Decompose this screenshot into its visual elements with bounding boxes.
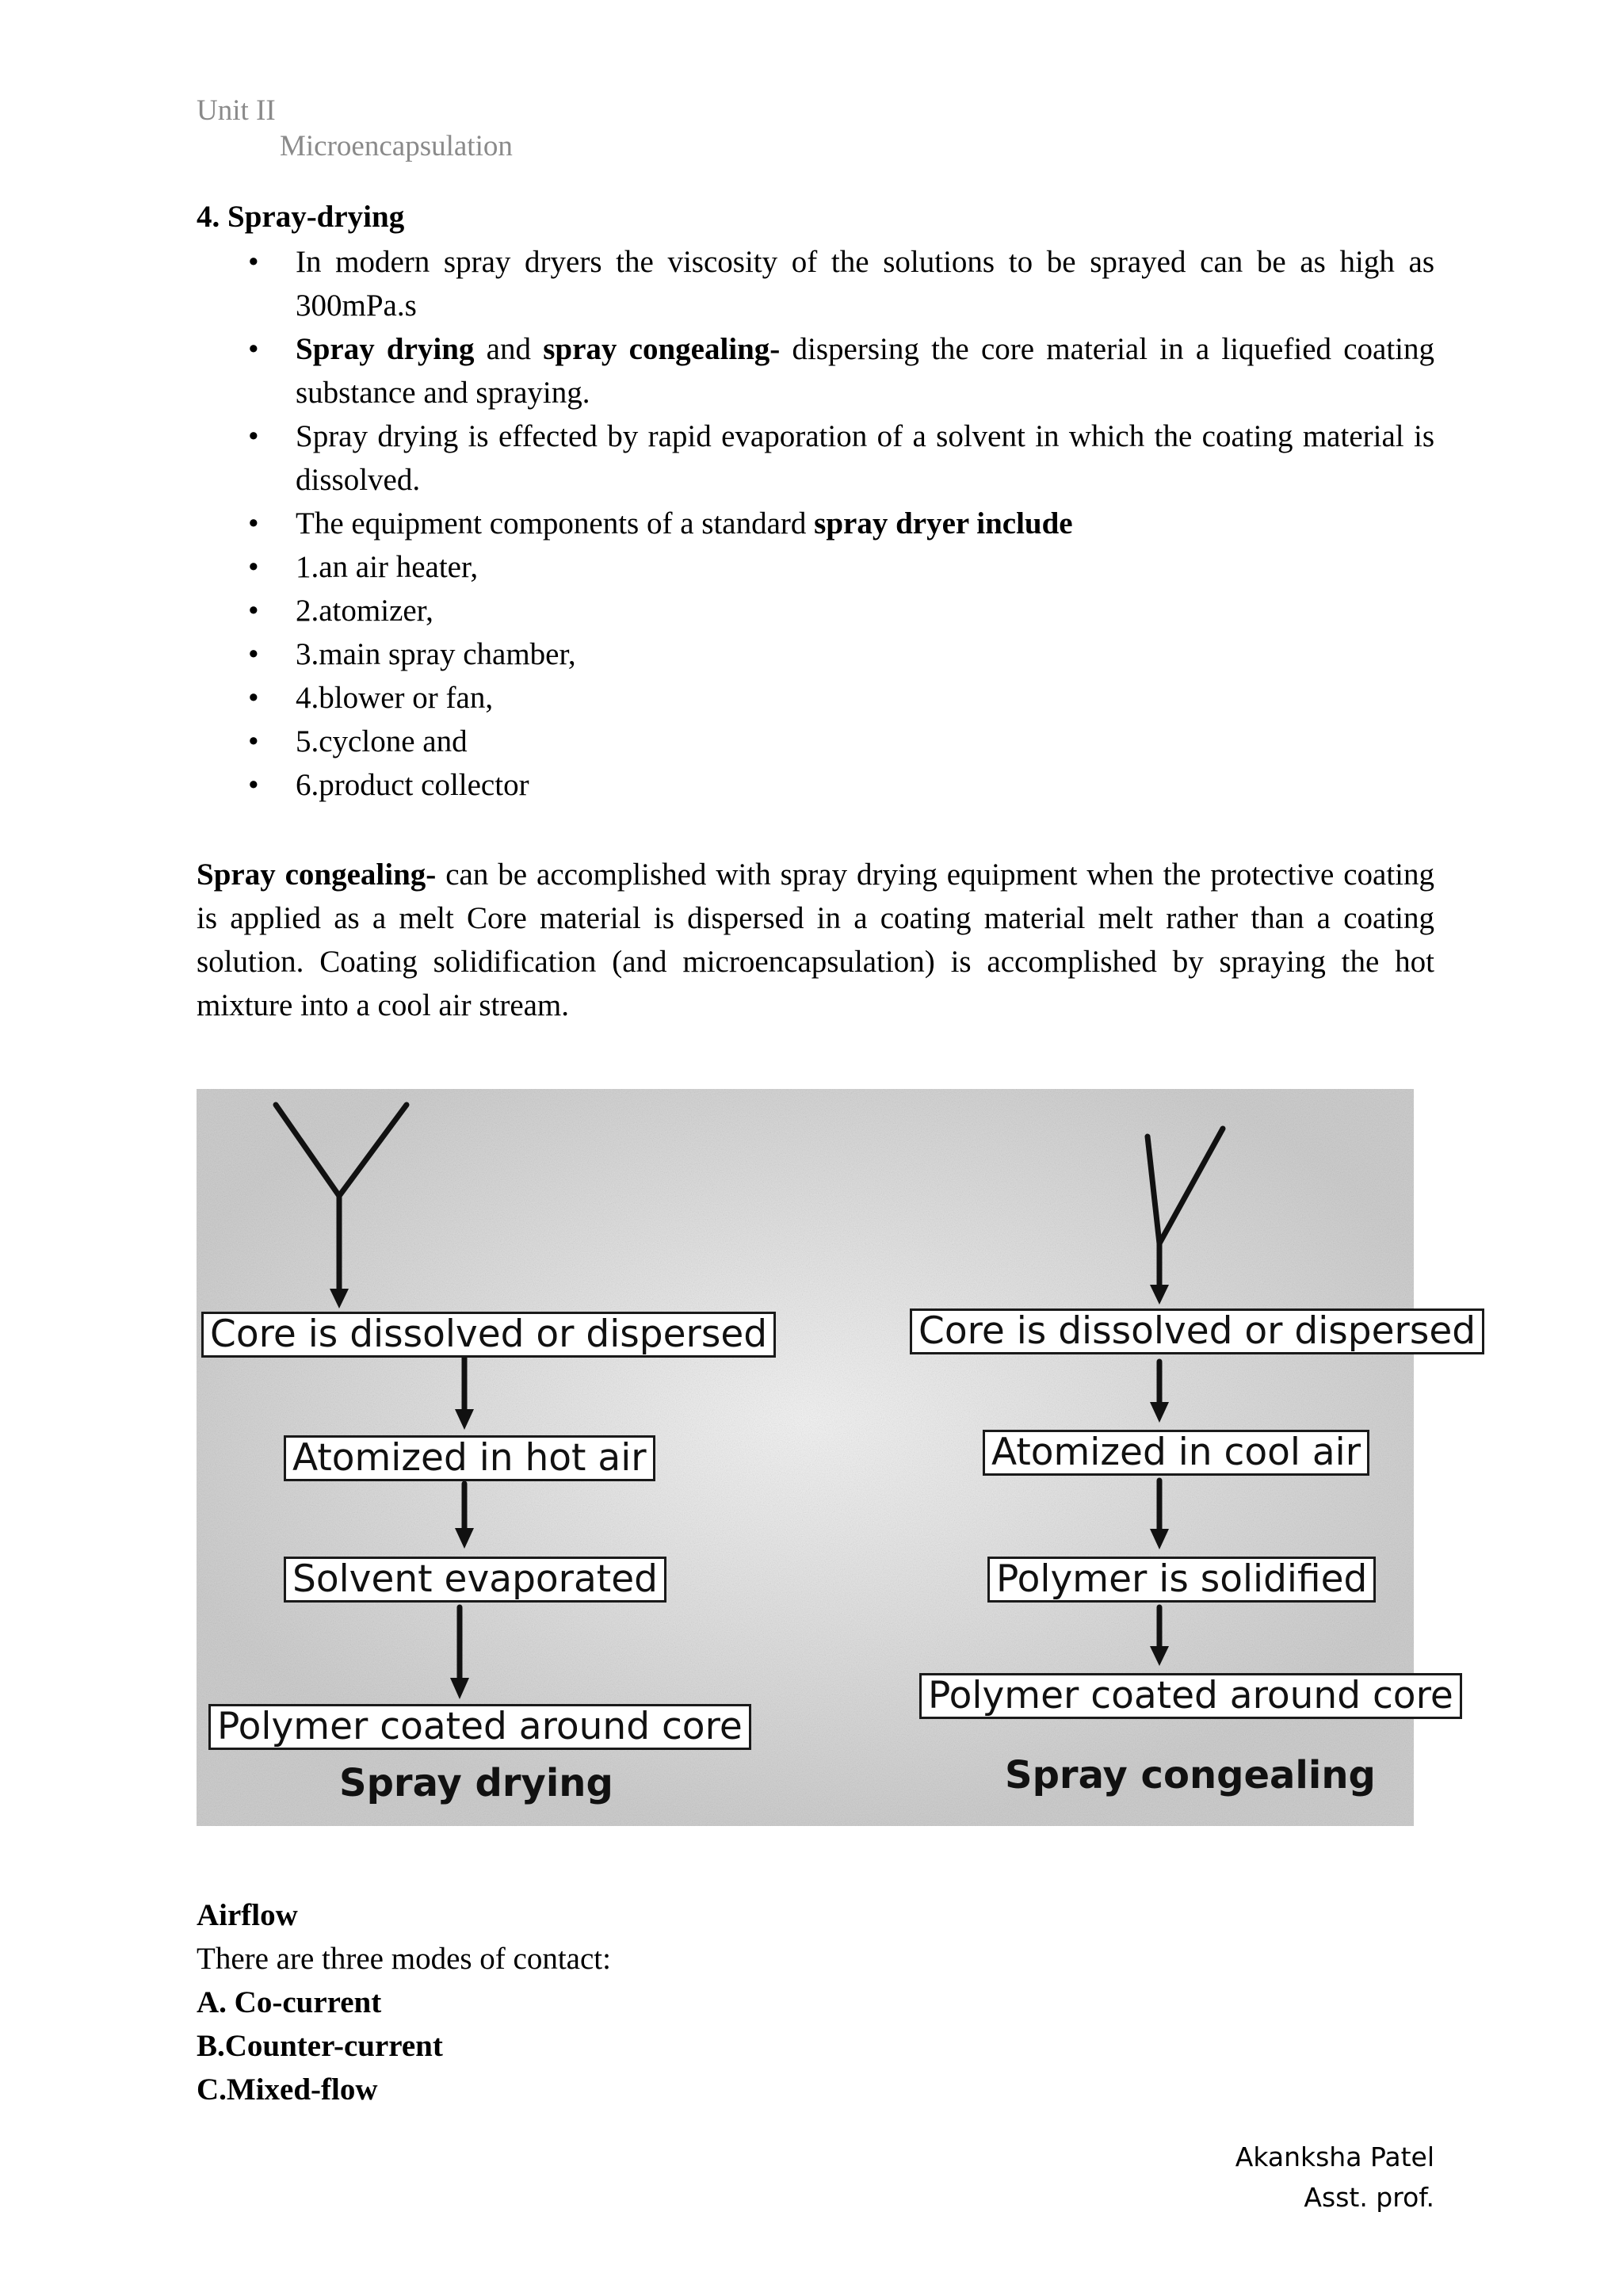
component-item: • 1.an air heater, [296, 545, 1434, 589]
bullet-item [296, 240, 1434, 327]
author-block [1235, 2137, 1434, 2218]
airflow-mode: A. Co-current [197, 1985, 382, 2019]
bullet-text: The equipment components of a standard [296, 506, 815, 541]
section-content [197, 195, 1434, 1027]
author-name: Akanksha Patel [1235, 2141, 1434, 2172]
left-step-3: Solvent evaporated [284, 1557, 666, 1603]
left-caption: Spray drying [339, 1761, 613, 1805]
component-item: • 2.atomizer, [296, 589, 1434, 632]
bold-term: spray congealing- [543, 332, 781, 366]
right-step-3: Polymer is solidified [987, 1557, 1376, 1603]
bullet-text: and [474, 332, 544, 366]
component-item: • 6.product collector [296, 763, 1434, 807]
paragraph-text: can be accomplished with spray drying equipment when the protective coating is applied as a melt Core material is dispersed in a coating material melt rather than a coating solution. Coating solidification (and microencapsulation) is accomplished by spraying the hot mixture into a cool air stream. [197, 858, 1434, 1022]
left-step-4: Polymer coated around core [208, 1704, 751, 1750]
component-item: • 4.blower or fan, [296, 676, 1434, 720]
bullet-text: In modern spray dryers the viscosity of the solutions to be sprayed can be as high as 300mPa.s [296, 245, 1434, 323]
process-figure [197, 1089, 1476, 1826]
bold-term: spray dryer include [814, 506, 1073, 541]
bullet-list [197, 240, 1434, 807]
right-step-1: Core is dissolved or dispersed [910, 1308, 1484, 1354]
congealing-paragraph [197, 853, 1434, 1027]
right-caption: Spray congealing [1005, 1753, 1376, 1797]
airflow-mode: B.Counter-current [197, 2029, 443, 2063]
airflow-intro: There are three modes of contact: [197, 1942, 611, 1976]
airflow-title: Airflow [197, 1898, 298, 1932]
component-item: • 5.cyclone and [296, 720, 1434, 763]
component-item: • 3.main spray chamber, [296, 632, 1434, 676]
bullet-text: dispersing the core material in a liquefied coating substance and spraying. [296, 332, 1435, 410]
header-topic: Microencapsulation [280, 130, 513, 162]
bold-term: Spray congealing- [197, 858, 437, 892]
section-title: 4. Spray-drying [197, 200, 405, 234]
header-unit: Unit II [197, 94, 276, 127]
bullet-text: Spray drying is effected by rapid evaporation of a solvent in which the coating material is dissolved. [296, 419, 1434, 497]
bullet-item [296, 415, 1434, 502]
left-step-2: Atomized in hot air [284, 1435, 655, 1481]
airflow-mode: C.Mixed-flow [197, 2073, 378, 2107]
right-step-2: Atomized in cool air [983, 1430, 1369, 1476]
bullet-item [296, 502, 1434, 807]
bullet-item [296, 327, 1434, 415]
author-title: Asst. prof. [1304, 2182, 1434, 2213]
components-list [296, 545, 1434, 807]
bold-term: Spray drying [296, 332, 475, 366]
airflow-section [197, 1893, 611, 2111]
right-step-4: Polymer coated around core [919, 1673, 1462, 1719]
left-step-1: Core is dissolved or dispersed [201, 1312, 776, 1358]
